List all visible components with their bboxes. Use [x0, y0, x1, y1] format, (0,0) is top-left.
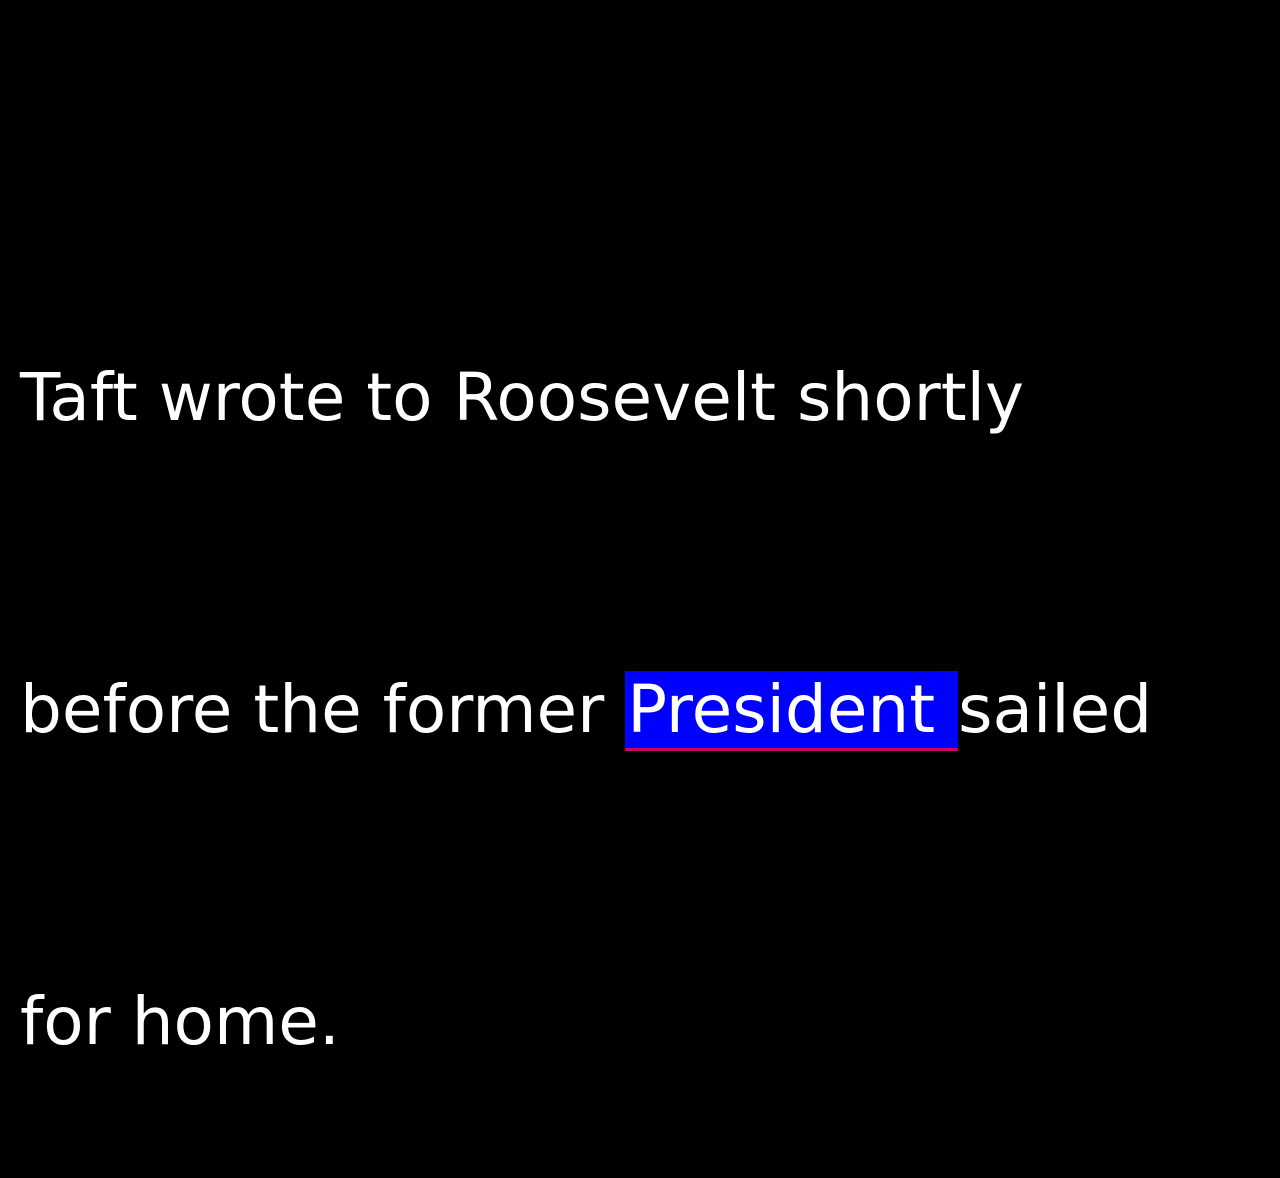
caption-line-2-before: before the former: [20, 671, 626, 748]
highlighted-word: President: [625, 671, 958, 751]
caption-line-2: [20, 658, 1260, 762]
caption-text: [20, 138, 1260, 1178]
caption-line-1: Taft wrote to Roosevelt shortly: [20, 359, 1025, 436]
caption-line-2-after: sailed: [958, 671, 1153, 748]
caption-line-3: for home.: [20, 983, 340, 1060]
